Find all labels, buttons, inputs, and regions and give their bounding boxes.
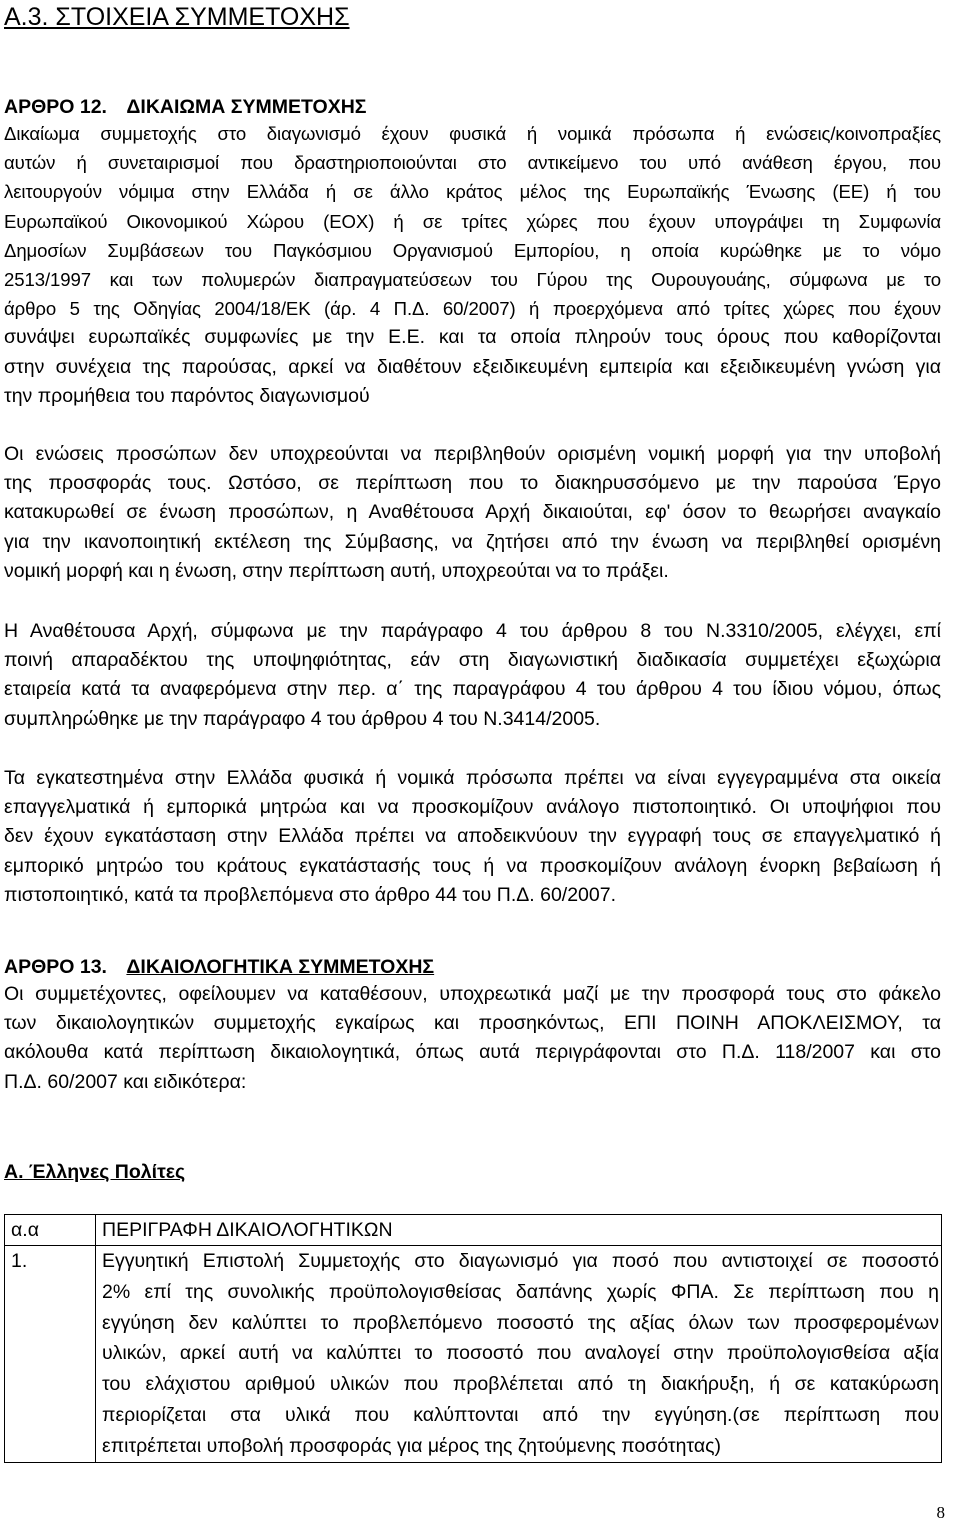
text-line: συμπληρώθηκε με την παράγραφο 4 του άρθρου 4 του Ν.3414/2005. [4,707,601,730]
text-line: Τα εγκατεστημένα στην Ελλάδα φυσικά ή νομικά πρόσωπα πρέπει να είναι εγγεγραμμένα στα οικεία [4,767,941,789]
text-line: υλικών, αρκεί αυτή να καλύπτει το ποσοστό που αναλογεί στην προϋπολογισθείσα αξία [102,1342,939,1365]
text-line: Εγγυητική Επιστολή Συμμετοχής στο διαγωνισμό για ποσό που αντιστοιχεί σε ποσοστό [102,1250,939,1272]
text-line: Δημοσίων Συμβάσεων του Παγκόσμιου Οργανισμού Εμπορίου, η οποία κυρώθηκε με το νόμο [4,239,941,261]
text-line: εμπορικό μητρώο του κράτους εγκατάστασής τους ή να προσκομίζουν ανάλογη ένορκη βεβαίωση ή [4,854,941,877]
text-line: Δικαίωμα συμμετοχής στο διαγωνισμό έχουν φυσικά ή νομικά πρόσωπα ή ενώσεις/κοινοπραξίες [4,123,941,144]
text-line: του ελάχιστου αριθμού υλικών που προβλέπεται από τη διακήρυξη, ή σε κατακύρωση [102,1373,939,1396]
article-13-paragraph-1 [4,980,941,1097]
text-line: αυτών ή συνεταιρισμοί που δραστηριοποιούνται στο αντικείμενο του υπό ανάθεση έργου, που [4,152,941,174]
text-line: Οι συμμετέχοντες, οφείλουμεν να καταθέσουν, υποχρεωτικά μαζί με την προσφορά τους στο φάκελο [4,983,941,1005]
section-title: Α. Έλληνες Πολίτες [4,1161,186,1183]
table-header-row [5,1215,942,1246]
text-line: νομική μορφή και η ένωση, στην περίπτωση αυτή, υποχρεούται να το πράξει. [4,559,669,582]
article-title-text: ΔΙΚΑΙΟΛΟΓΗΤΙΚΑ ΣΥΜΜΕΤΟΧΗΣ [126,956,435,978]
text-line: της προσφοράς τους. Ωστόσο, σε περίπτωση που το διακηρυσσόμενο με την παρούσα Έργο [4,472,941,495]
text-line: την προμήθεια του παρόντος διαγωνισμού [4,384,370,407]
page-number: 8 [936,1503,945,1522]
text-line: Η Αναθέτουσα Αρχή, σύμφωνα με την παράγραφο 4 του άρθρου 8 του Ν.3310/2005, ελέγχει, επί [4,620,941,642]
text-line: δεν έχουν εγκατάσταση στην Ελλάδα πρέπει να αποδεικνύουν την εγγραφή τους σε επαγγελματικό ή [4,825,941,848]
text-line: περιορίζεται στα υλικά που καλύπτονται από την εγγύηση.(σε περίπτωση που [102,1403,939,1426]
article-12-paragraph-3 [4,617,941,734]
text-line: εγγύηση δεν καλύπτει το προβλεπόμενο ποσοστό της αξίας όλων των προσφερομένων [102,1311,939,1334]
row-description [96,1246,942,1463]
article-number: ΑΡΘΡΟ 13. [4,956,107,978]
text-line: στην συνέχεια της παρούσας, αρκεί να διαθέτουν εξειδικευμένη εμπειρία και εξειδικευμένη γνώση για [4,355,941,378]
article-title-text: ΔΙΚΑΙΩΜΑ ΣΥΜΜΕΤΟΧΗΣ [126,96,367,118]
text-line: συνάψει ευρωπαϊκές συμφωνίες με την Ε.Ε. και τα οποία πληρούν τους όρους που καθορίζονται [4,326,941,349]
documents-table [4,1214,942,1463]
article-12-paragraph-4 [4,764,941,910]
page-heading: Α.3. ΣΤΟΙΧΕΙΑ ΣΥΜΜΕΤΟΧΗΣ [4,3,350,31]
text-line: κατακυρωθεί σε ένωση προσώπων, η Αναθέτουσα Αρχή δικαιούται, εφ' όσον το θεωρήσει αναγκαίο [4,501,941,524]
text-line: Π.Δ. 60/2007 και ειδικότερα: [4,1070,247,1093]
row-number: 1. [5,1246,96,1463]
text-line: Ευρωπαϊκού Οικονομικού Χώρου (ΕΟΧ) ή σε τρίτες χώρες που έχουν υπογράψει τη Συμφωνία [4,210,941,232]
text-line: Οι ενώσεις προσώπων δεν υποχρεούνται να περιβληθούν ορισμένη νομική μορφή για την υποβολή [4,443,941,465]
text-line: ποινή απαραδέκτου της υποψηφιότητας, εάν στη διαγωνιστική διαδικασία συμμετέχει εξωχώρια [4,649,941,672]
text-line: για την ικανοποιητική εκτέλεση της Σύμβασης, να ζητήσει από την ένωση να περιβληθεί ορισμένη [4,530,941,553]
article-12-paragraph-2 [4,440,941,586]
text-line: 2513/1997 και των πολυμερών διαπραγματεύσεων του Γύρου της Ουρουγουάης, σύμφωνα με το [4,268,941,290]
text-line: επιτρέπεται υποβολή προσφοράς για μέρος της ζητούμενης ποσότητας) [102,1434,722,1457]
text-line: πιστοποιητικό, κατά τα προβλεπόμενα στο άρθρο 44 του Π.Δ. 60/2007. [4,883,617,906]
text-line: εταιρεία κατά τα αναφερόμενα στην περ. α΄ της παραγράφου 4 του άρθρου 4 του ίδιου νόμου, όπως [4,678,941,701]
article-number: ΑΡΘΡΟ 12. [4,96,107,118]
table-row [5,1246,942,1463]
header-cell-number: α.α [5,1215,96,1246]
text-line: ακόλουθα κατά περίπτωση δικαιολογητικά, όπως αυτά περιγράφονται στο Π.Δ. 118/2007 και στο [4,1041,941,1064]
article-12-title [4,94,367,120]
text-line: 2% επί της συνολικής προϋπολογισθείσας δαπάνης χωρίς ΦΠΑ. Σε περίπτωση που η [102,1280,939,1303]
article-13-title [4,954,434,980]
text-line: λειτουργούν νόμιμα στην Ελλάδα ή σε άλλο κράτος μέλος της Ευρωπαϊκής Ένωσης (ΕΕ) ή του [4,181,941,203]
text-line: των δικαιολογητικών συμμετοχής εγκαίρως και προσηκόντως, ΕΠΙ ΠΟΙΝΗ ΑΠΟΚΛΕΙΣΜΟΥ, τα [4,1012,941,1035]
text-line: επαγγελματικά ή εμπορικά μητρώα και να προσκομίζουν ανάλογο πιστοποιητικό. Οι υποψήφιοι που [4,796,941,819]
header-cell-description: ΠΕΡΙΓΡΑΦΗ ΔΙΚΑΙΟΛΟΓΗΤΙΚΩΝ [96,1215,942,1246]
article-12-paragraph-1 [4,119,941,411]
text-line: άρθρο 5 της Οδηγίας 2004/18/ΕΚ (άρ. 4 Π.Δ. 60/2007) ή προερχόμενα από τρίτες χώρες που έχουν [4,298,941,320]
